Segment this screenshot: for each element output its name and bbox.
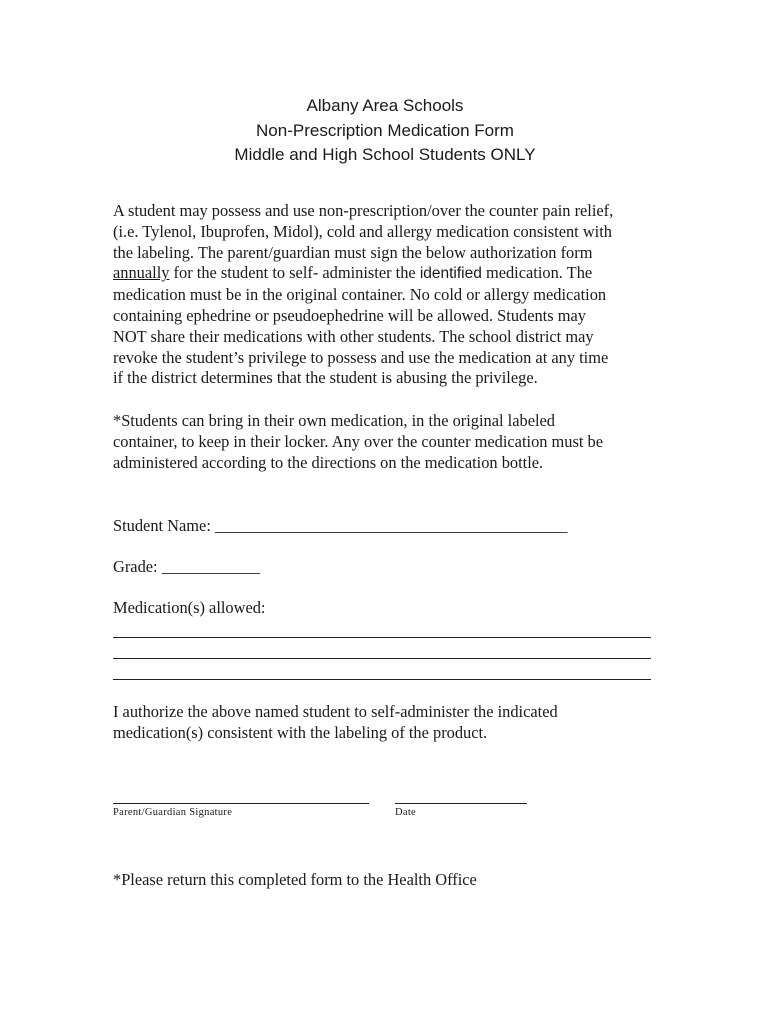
- return-note: *Please return this completed form to the Health Office: [113, 870, 477, 889]
- date-line[interactable]: [395, 803, 527, 804]
- date-caption: Date: [395, 807, 417, 818]
- locker-note-paragraph: [113, 411, 603, 473]
- intro-line: (i.e. Tylenol, Ibuprofen, Midol), cold and allergy medication consistent with: [113, 221, 612, 241]
- student-name-field[interactable]: [113, 516, 567, 536]
- intro-line: NOT share their medications with other students. The school district may: [113, 326, 594, 346]
- form-title: Non-Prescription Medication Form: [256, 120, 514, 140]
- annually-emphasis: annually: [113, 263, 170, 283]
- intro-line: the labeling. The parent/guardian must sign the below authorization form: [113, 242, 593, 262]
- grade-blank[interactable]: ____________: [161, 557, 261, 576]
- medication-line-2[interactable]: [113, 658, 651, 659]
- grade-label: Grade:: [113, 557, 162, 576]
- intro-line: A student may possess and use non-prescription/over the counter pain relief,: [113, 201, 614, 220]
- medications-label: Medication(s) allowed:: [113, 598, 266, 617]
- intro-line: revoke the student’s privilege to possess and use the medication at any time: [113, 347, 609, 367]
- note-line: *Students can bring in their own medication, in the original labeled: [113, 411, 555, 430]
- student-name-label: Student Name:: [113, 516, 215, 535]
- audience-subtitle: Middle and High School Students ONLY: [234, 145, 536, 164]
- intro-line: if the district determines that the student is abusing the privilege.: [113, 368, 538, 388]
- student-name-blank[interactable]: ___________________________________________: [214, 516, 568, 535]
- note-line: administered according to the directions on the medication bottle.: [113, 452, 544, 472]
- form-header: [0, 94, 770, 168]
- medication-line-3[interactable]: [113, 679, 651, 680]
- grade-field[interactable]: [113, 557, 260, 577]
- identified-word: identified: [419, 265, 482, 283]
- authorization-line: I authorize the above named student to self-administer the indicated: [113, 702, 558, 721]
- medication-line-1[interactable]: [113, 637, 651, 638]
- signature-caption: Parent/Guardian Signature: [113, 807, 233, 818]
- note-line: container, to keep in their locker. Any over the counter medication must be: [113, 431, 603, 451]
- authorization-line: medication(s) consistent with the labeling of the product.: [113, 722, 488, 742]
- signature-line[interactable]: [113, 803, 369, 804]
- intro-line: annually for the student to self- administer the identified medication. The: [113, 263, 593, 283]
- authorization-paragraph: [113, 702, 558, 744]
- intro-line: medication must be in the original container. No cold or allergy medication: [113, 285, 607, 305]
- school-name: Albany Area Schools: [306, 96, 464, 115]
- intro-paragraph: [113, 201, 613, 389]
- intro-line: containing ephedrine or pseudoephedrine will be allowed. Students may: [113, 305, 586, 325]
